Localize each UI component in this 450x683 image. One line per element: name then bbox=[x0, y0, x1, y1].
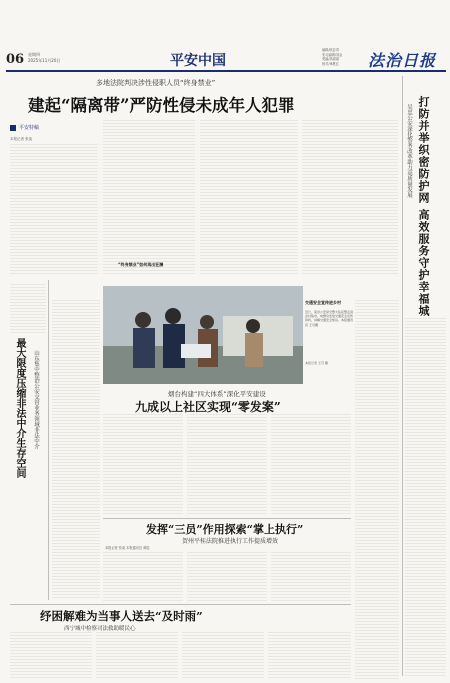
court-byline: 本报记者 张莫 本报通讯员 黄铭 bbox=[105, 546, 150, 550]
bottom-rule bbox=[10, 604, 351, 605]
right-feature-headline: 打防并举织密防护网 高效服务守护幸福城 bbox=[417, 96, 430, 317]
lead-column-2 bbox=[103, 120, 195, 274]
safety-kicker: 烟台构建“四大体系”深化平安建设 bbox=[168, 390, 266, 398]
bottom-kicker: 西宁城中检察司法救助暖民心 bbox=[64, 626, 136, 632]
photo-caption-body: 近日，某县公安局交警大队民警走进乡村集市，向群众发放交通安全宣传资料，讲解交通安全知识。本报通讯员 王可摄 bbox=[305, 310, 353, 327]
court-column-1 bbox=[103, 552, 183, 602]
left-feature-kicker: 山东集中整治公安交管业务领域非法中介 bbox=[33, 350, 39, 449]
safety-headline: 九成以上社区实现“零发案” bbox=[135, 400, 281, 414]
masthead-weekday: 星期四 bbox=[28, 52, 40, 57]
lead-column-1 bbox=[10, 144, 98, 274]
right-feature-column-b bbox=[405, 318, 446, 678]
inset-title: “终身禁业”如何再出狂澜 bbox=[118, 262, 164, 267]
photo-caption-title: 交通安全宣传进乡村 bbox=[305, 300, 341, 305]
bottom-column-4 bbox=[268, 632, 351, 678]
column-tag-icon bbox=[10, 125, 16, 131]
column-tag-label: 平安特稿 bbox=[19, 125, 40, 131]
news-photo bbox=[103, 286, 303, 384]
safety-column-3 bbox=[271, 414, 351, 514]
newspaper-logo: 法治日报 bbox=[368, 51, 437, 70]
photo-caption bbox=[305, 300, 353, 382]
court-headline: 发挥“三员”作用探索“掌上执行” bbox=[146, 523, 304, 536]
safety-column-1 bbox=[103, 414, 183, 514]
court-column-2 bbox=[187, 552, 267, 602]
court-rule bbox=[103, 518, 351, 519]
editor-line: 美编/高淑丽 bbox=[322, 57, 340, 61]
column-tag bbox=[10, 124, 62, 133]
court-column-3 bbox=[271, 552, 351, 602]
masthead-date: 2025年11月20日 bbox=[28, 58, 61, 63]
editor-line: 见习编辑/刘金 bbox=[322, 52, 343, 57]
lead-byline: 本报记者 张莫 bbox=[10, 137, 33, 141]
right-feature-kicker: 吴忠公安深化警务改革助力高质量发展 bbox=[406, 104, 412, 198]
lead-column-3 bbox=[200, 120, 298, 274]
left-feature-column-b bbox=[10, 284, 46, 334]
editor-line: 校对/章胜红 bbox=[322, 61, 340, 66]
page-number: 06 bbox=[6, 52, 25, 67]
right-feature-divider bbox=[402, 76, 403, 676]
lead-headline: 建起“隔离带”严防性侵未成年人犯罪 bbox=[28, 96, 295, 115]
left-feature-headline: 最大限度压缩非法中介生存空间 bbox=[14, 338, 25, 478]
safety-column-2 bbox=[187, 414, 267, 514]
court-kicker: 贺州平桂法院推进执行工作提质增效 bbox=[182, 538, 279, 545]
photo-scene bbox=[103, 286, 303, 384]
photo-credit: 本报记者 王可 摄 bbox=[305, 361, 328, 365]
bottom-headline: 纾困解难为当事人送去“及时雨” bbox=[40, 609, 203, 623]
editor-list bbox=[322, 48, 362, 66]
bottom-column-1 bbox=[10, 632, 92, 678]
bottom-column-2 bbox=[96, 632, 178, 678]
editor-line: 编辑/欧亚青 bbox=[322, 48, 340, 52]
right-feature-column-a bbox=[355, 300, 399, 680]
left-feature-column-a bbox=[52, 300, 100, 600]
section-title: 平安中国 bbox=[170, 53, 226, 69]
left-feature-divider bbox=[48, 280, 49, 600]
masthead-rule bbox=[6, 70, 446, 72]
lead-kicker: 多地法院判决涉性侵职人员“终身禁业” bbox=[96, 79, 216, 87]
masthead bbox=[0, 0, 450, 74]
bottom-column-3 bbox=[182, 632, 264, 678]
lead-column-4 bbox=[302, 120, 398, 274]
